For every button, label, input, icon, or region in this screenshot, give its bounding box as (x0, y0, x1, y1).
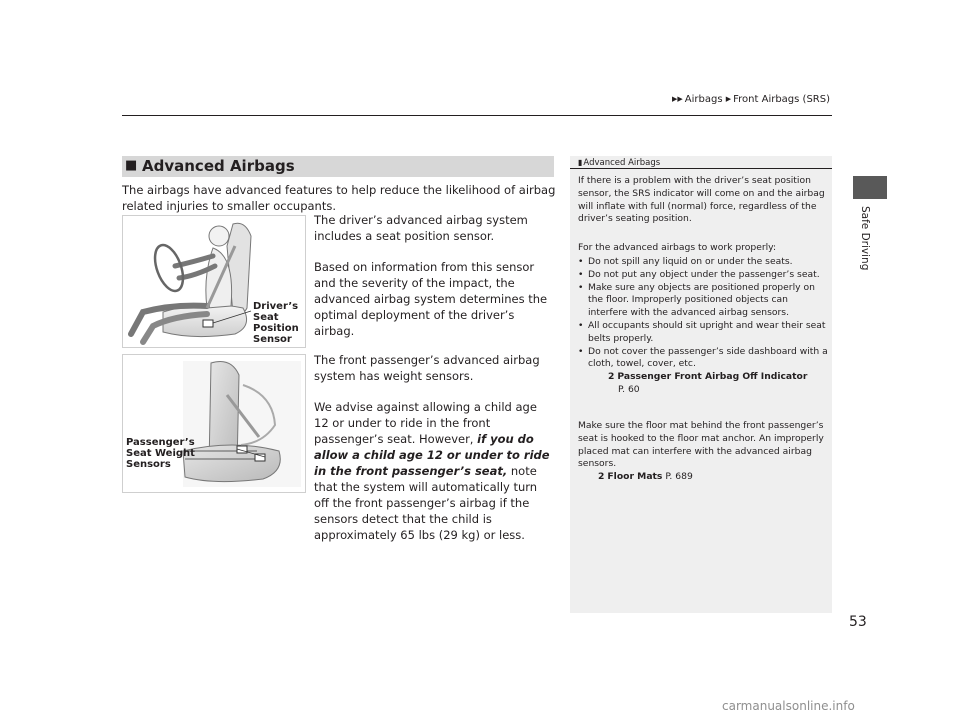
list-item: • Do not put any object under the passenger’s seat. (578, 268, 820, 280)
chapter-tab-label: Safe Driving (859, 206, 871, 271)
xref-floor-mats[interactable]: 2 Floor Mats P. 689 (598, 471, 693, 483)
body-paragraph: The driver’s advanced airbag system includes a seat position sensor. (314, 213, 528, 243)
body-paragraph: Based on information from this sensor and the severity of the impact, the advanced airbag system determines the optimal deployment of the driver’s airbag. (314, 260, 548, 338)
section-heading (122, 156, 554, 177)
list-item: • Do not cover the passenger’s side dashboard with a cloth, towel, cover, etc. (578, 345, 828, 370)
reference-arrow-icon: 2 (608, 371, 615, 383)
list-item: • All occupants should sit upright and wear their seat belts properly. (578, 319, 826, 344)
breadcrumb-current: Front Airbags (SRS) (733, 94, 830, 105)
reference-arrow-icon: 2 (598, 471, 605, 483)
chevron-right-icon: ▶ (725, 95, 732, 103)
sidebar-heading: ▮Advanced Airbags (578, 158, 661, 168)
sidebar-rule (570, 168, 832, 169)
header-rule (122, 115, 832, 116)
sidebar-text: For the advanced airbags to work properly: (578, 242, 777, 253)
chapter-tab-marker (853, 176, 887, 199)
intro-paragraph: The airbags have advanced features to help reduce the likelihood of airbag related injuries to smaller occupants. (122, 183, 556, 213)
watermark: carmanualsonline.info (722, 699, 855, 713)
square-bullet-icon: ■ (125, 158, 138, 173)
passenger-seat-illustration (122, 354, 306, 493)
note-icon: ▮ (578, 158, 583, 167)
page-number: 53 (849, 614, 867, 630)
xref-passenger-airbag-off[interactable]: 2 Passenger Front Airbag Off Indicator P. 60 (608, 371, 808, 395)
sidebar-text: Make sure the floor mat behind the front passenger’s seat is hooked to the floor mat anchor. An improperly placed mat can interfere with the advanced airbag sensors. 2 Floor Mats P. 689 (578, 420, 826, 484)
breadcrumb (672, 94, 830, 105)
sidebar-bullet-list (578, 256, 828, 397)
passenger-seat-drawing (123, 355, 305, 492)
list-item: • Do not spill any liquid on or under the seats. (578, 256, 793, 267)
passenger-sensor-callout: Passenger’s Seat Weight Sensors (126, 437, 195, 470)
section-title: Advanced Airbags (142, 157, 295, 175)
driver-sensor-callout: Driver’s Seat Position Sensor (253, 301, 299, 345)
body-paragraph: We advise against allowing a child age 12 or under to ride in the front passenger’s seat. However, if you do allow a child age 12 or under to ride in the front passenger’s seat, note that the system will automatically turn off the front passenger’s airbag if the sensors detect that the child is approximately 65 lbs (29 kg) or less. (314, 400, 550, 542)
chevron-right-icon: ▶▶ (672, 95, 683, 103)
sidebar-text: If there is a problem with the driver’s seat position sensor, the SRS indicator will come on and the airbag will inflate with full (normal) force, regardless of the driver’s seating position. (578, 175, 825, 225)
body-paragraph: The front passenger’s advanced airbag system has weight sensors. (314, 353, 540, 383)
breadcrumb-parent[interactable]: Airbags (684, 94, 723, 105)
list-item: • Make sure any objects are positioned properly on the floor. Improperly positioned objects can interfere with the advanced airbag sensors. (578, 281, 815, 319)
